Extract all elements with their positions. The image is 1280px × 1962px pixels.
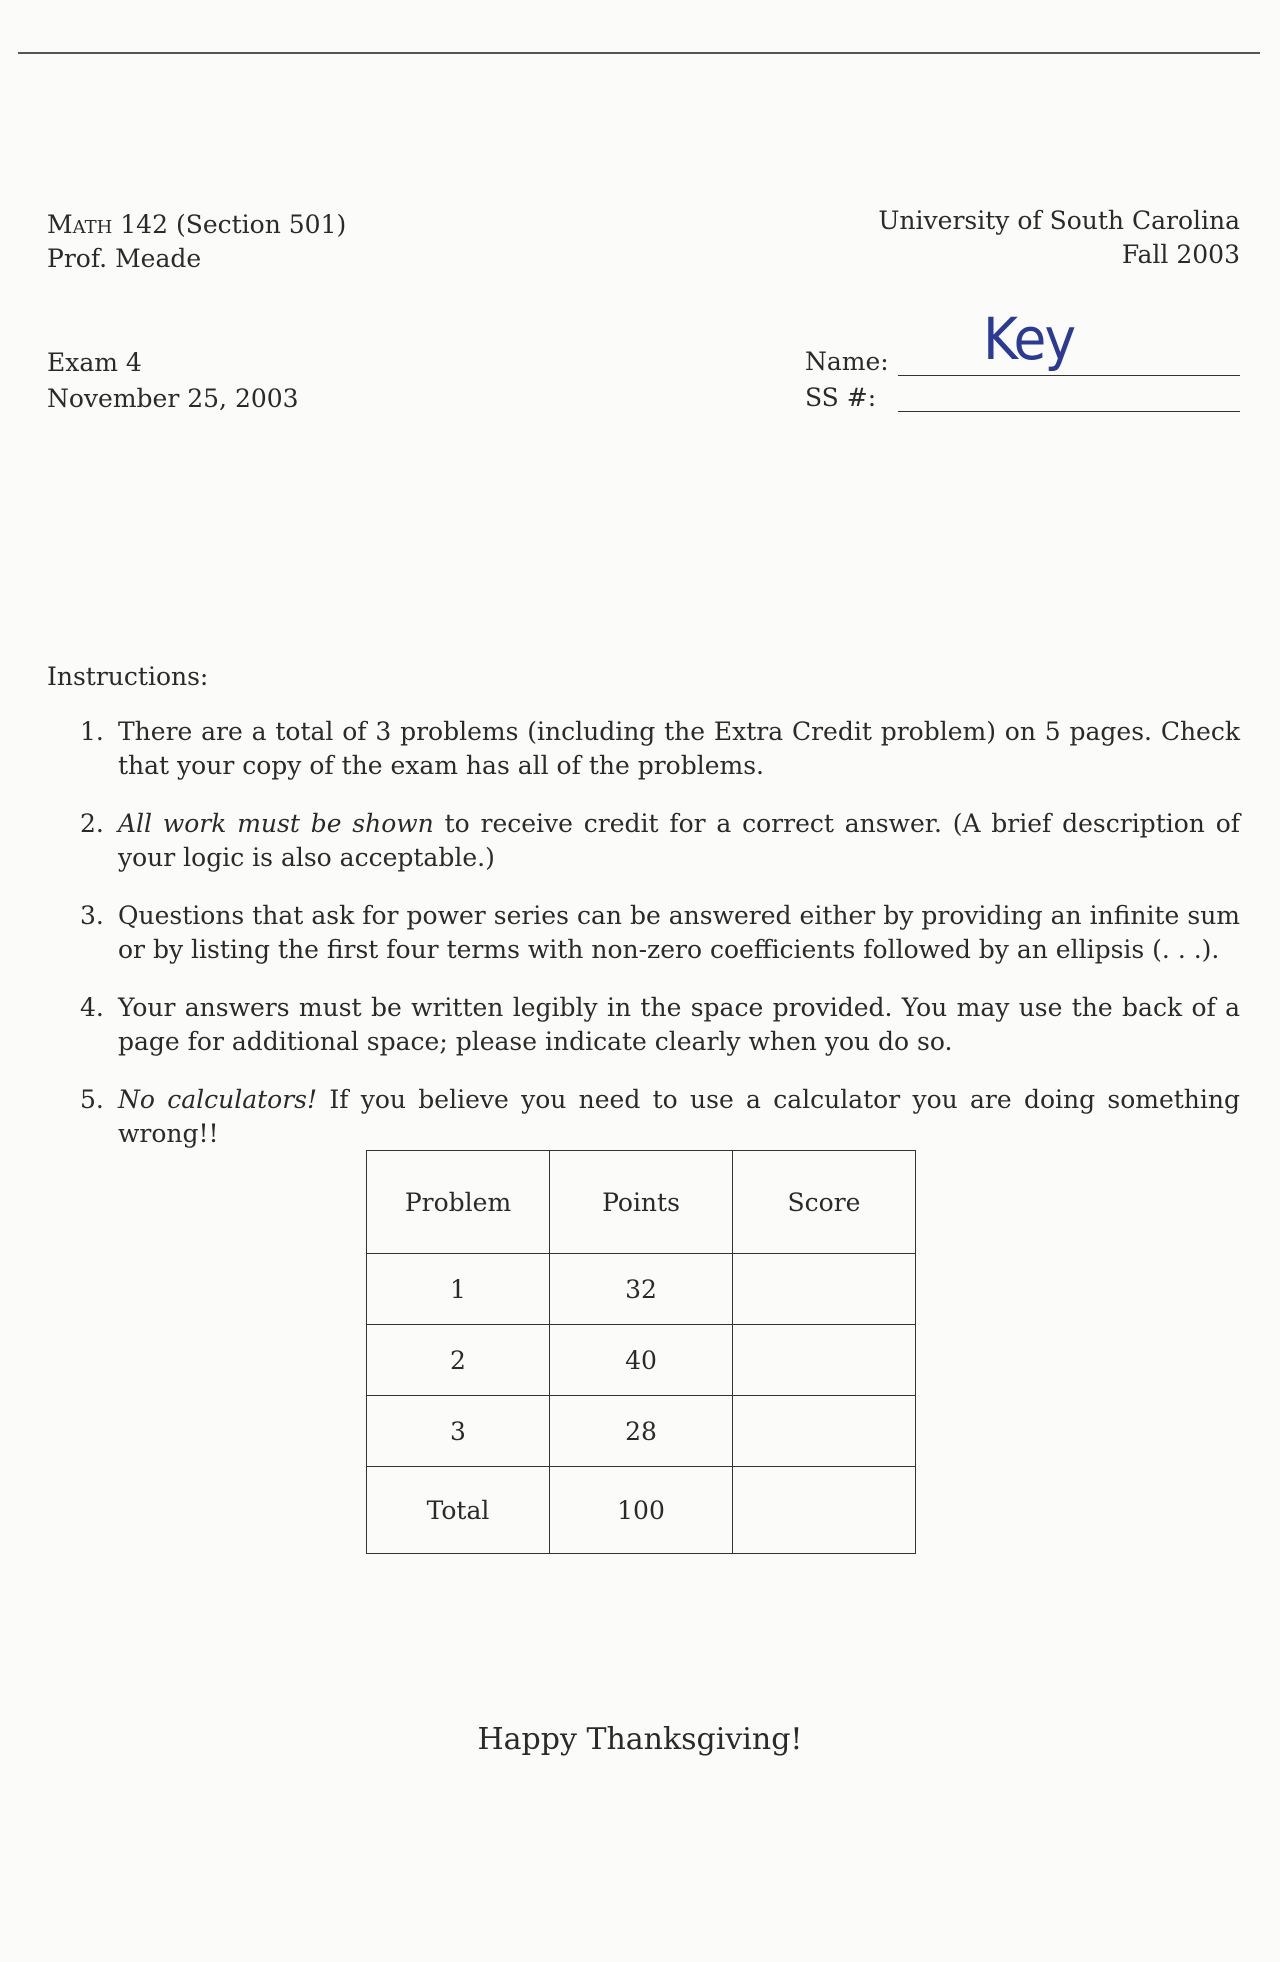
points-cell: 100 — [550, 1467, 733, 1554]
course-code-caps: Math — [47, 210, 113, 239]
problem-cell: Total — [367, 1467, 550, 1554]
instruction-text — [118, 899, 1240, 967]
table-row — [367, 1396, 916, 1467]
course-header — [47, 208, 346, 276]
university: University of South Carolina — [878, 206, 1240, 235]
instruction-body: Your answers must be written legibly in the space provided. You may use the back of a page for additional space; please indicate clearly when you do so. — [118, 993, 1240, 1056]
instruction-emphasis: All work must be shown — [118, 809, 434, 838]
table-total-row — [367, 1467, 916, 1554]
instruction-body: to receive credit for a correct answer. (A brief description of your logic is also acceptable.) — [118, 809, 1240, 872]
points-cell: 28 — [550, 1396, 733, 1467]
ss-row — [805, 376, 1240, 412]
instruction-number: 2. — [80, 809, 104, 838]
ss-label: SS #: — [805, 383, 877, 412]
instruction-text — [118, 807, 1240, 875]
name-row — [805, 305, 1240, 376]
instruction-body: Questions that ask for power series can be answered either by providing an infinite sum or by listing the first four terms with non-zero coefficients followed by an ellipsis (. . .). — [118, 901, 1240, 964]
instruction-item — [80, 807, 1240, 875]
ss-field[interactable] — [898, 389, 1240, 412]
instruction-emphasis: No calculators! — [118, 1085, 318, 1114]
footer-message: Happy Thanksgiving! — [477, 1722, 803, 1757]
instructions-title: Instructions: — [47, 662, 209, 691]
instruction-item — [80, 715, 1240, 783]
problem-cell: 3 — [367, 1396, 550, 1467]
score-cell[interactable] — [733, 1396, 916, 1467]
problem-cell: 2 — [367, 1325, 550, 1396]
top-rule — [18, 52, 1260, 54]
professor: Prof. Meade — [47, 244, 202, 273]
institution-header — [878, 204, 1240, 272]
instruction-number: 1. — [80, 717, 104, 746]
header-score: Score — [733, 1151, 916, 1254]
exam-date: November 25, 2003 — [47, 384, 299, 413]
instructions-list — [80, 715, 1240, 1175]
score-cell[interactable] — [733, 1325, 916, 1396]
exam-title: Exam 4 — [47, 348, 142, 377]
table-row — [367, 1325, 916, 1396]
course-title — [47, 208, 346, 242]
student-info — [805, 305, 1240, 412]
instruction-number: 5. — [80, 1085, 104, 1114]
instruction-number: 3. — [80, 901, 104, 930]
instruction-item — [80, 899, 1240, 967]
instruction-body: There are a total of 3 problems (including the Extra Credit problem) on 5 pages. Check that your copy of the exam has all of the problems. — [118, 717, 1240, 780]
table-header-row — [367, 1151, 916, 1254]
score-cell[interactable] — [733, 1467, 916, 1554]
handwritten-name: Key — [983, 305, 1075, 373]
score-table — [366, 1150, 916, 1554]
instruction-body: If you believe you need to use a calculator you are doing something wrong!! — [118, 1085, 1241, 1148]
instruction-item — [80, 991, 1240, 1059]
term: Fall 2003 — [1121, 240, 1240, 269]
name-field[interactable] — [898, 305, 1240, 376]
instruction-number: 4. — [80, 993, 104, 1022]
table-row — [367, 1254, 916, 1325]
instruction-text — [118, 1083, 1240, 1151]
header-points: Points — [550, 1151, 733, 1254]
course-section: 142 (Section 501) — [120, 210, 347, 239]
instruction-text — [118, 991, 1240, 1059]
exam-info — [47, 345, 299, 417]
header-problem: Problem — [367, 1151, 550, 1254]
score-cell[interactable] — [733, 1254, 916, 1325]
name-label: Name: — [805, 347, 889, 376]
points-cell: 40 — [550, 1325, 733, 1396]
problem-cell: 1 — [367, 1254, 550, 1325]
points-cell: 32 — [550, 1254, 733, 1325]
instruction-item — [80, 1083, 1240, 1151]
instruction-text — [118, 715, 1240, 783]
